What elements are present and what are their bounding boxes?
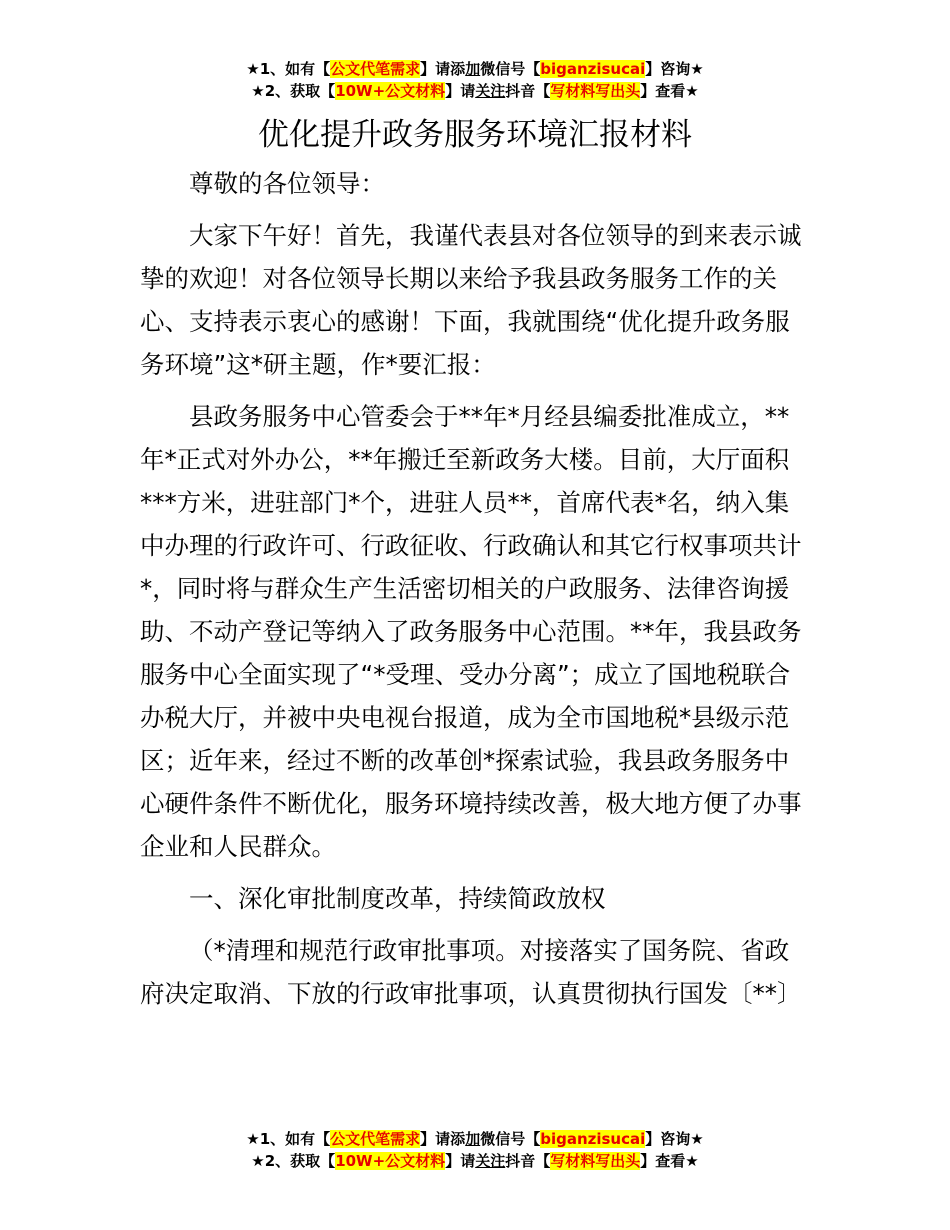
promo-text: 抖音【 [505,1152,551,1170]
promo-text: 抖音【 [505,82,551,100]
promo-text: ★2、获取【 [251,1152,336,1170]
paragraph: 大家下午好！首先，我谨代表县对各位领导的到来表示诚挚的欢迎！对各位领导长期以来给予我县政务服务工作的关心、支持表示衷心的感谢！下面，我就围绕“优化提升政务服务环境”这*研主题，作*要汇报： [140,221,802,379]
promo-banner-bottom [0,1128,950,1172]
promo-line-1 [0,1128,950,1150]
promo-text: 】请添 [420,60,466,78]
promo-underline: 加 [465,60,481,78]
promo-highlight: 10W+公文材料 [335,1152,446,1170]
promo-highlight: biganzisucai [540,60,646,78]
promo-line-2 [0,80,950,102]
promo-text: ★2、获取【 [251,82,336,100]
section-heading: 一、深化审批制度改革，持续简政放权 [189,884,606,913]
document-body [140,162,812,1024]
promo-highlight: 10W+公文材料 [335,82,446,100]
promo-underline: 关注 [475,1152,506,1170]
promo-underline: 关注 [475,82,506,100]
promo-highlight: 写材料写出头 [550,82,641,100]
promo-highlight: 公文代笔需求 [330,60,421,78]
paragraph: （*清理和规范行政审批事项。对接落实了国务院、省政府决定取消、下放的行政审批事项，认真贯彻执行国发〔**〕 [140,936,802,1008]
promo-line-1 [0,58,950,80]
promo-text: 微信号【 [480,60,541,78]
promo-banner-top [0,58,950,102]
promo-highlight: 写材料写出头 [550,1152,641,1170]
promo-text: 微信号【 [480,1130,541,1148]
promo-text: ★1、如有【 [246,60,331,78]
promo-text: 】请添 [420,1130,466,1148]
document-title: 优化提升政务服务环境汇报材料 [258,117,692,153]
promo-highlight: biganzisucai [540,1130,646,1148]
promo-text: 】查看★ [640,1152,699,1170]
salutation: 尊敬的各位领导： [189,169,385,198]
promo-text: 】咨询★ [645,1130,704,1148]
promo-text: ★1、如有【 [246,1130,331,1148]
promo-highlight: 公文代笔需求 [330,1130,421,1148]
promo-text: 】咨询★ [645,60,704,78]
promo-underline: 加 [465,1130,481,1148]
promo-text: 】查看★ [640,82,699,100]
paragraph: 县政务服务中心管委会于**年*月经县编委批准成立，**年*正式对外办公，**年搬迁至新政务大楼。目前，大厅面积***方米，进驻部门*个，进驻人员**，首席代表*名，纳入集中办理的行政许可、行政征收、行政确认和其它行权事项共计*，同时将与群众生产生活密切相关的户政服务、法律咨询援助、不动产登记等纳入了政务服务中心范围。**年，我县政务服务中心全面实现了“*受理、受办分离”；成立了国地税联合办税大厅，并被中央电视台报道，成为全市国地税*县级示范区；近年来，经过不断的改革创*探索试验，我县政务服务中心硬件条件不断优化，服务环境持续改善，极大地方便了办事企业和人民群众。 [140,402,802,861]
promo-text: 】请 [445,82,476,100]
promo-line-2 [0,1150,950,1172]
promo-text: 】请 [445,1152,476,1170]
